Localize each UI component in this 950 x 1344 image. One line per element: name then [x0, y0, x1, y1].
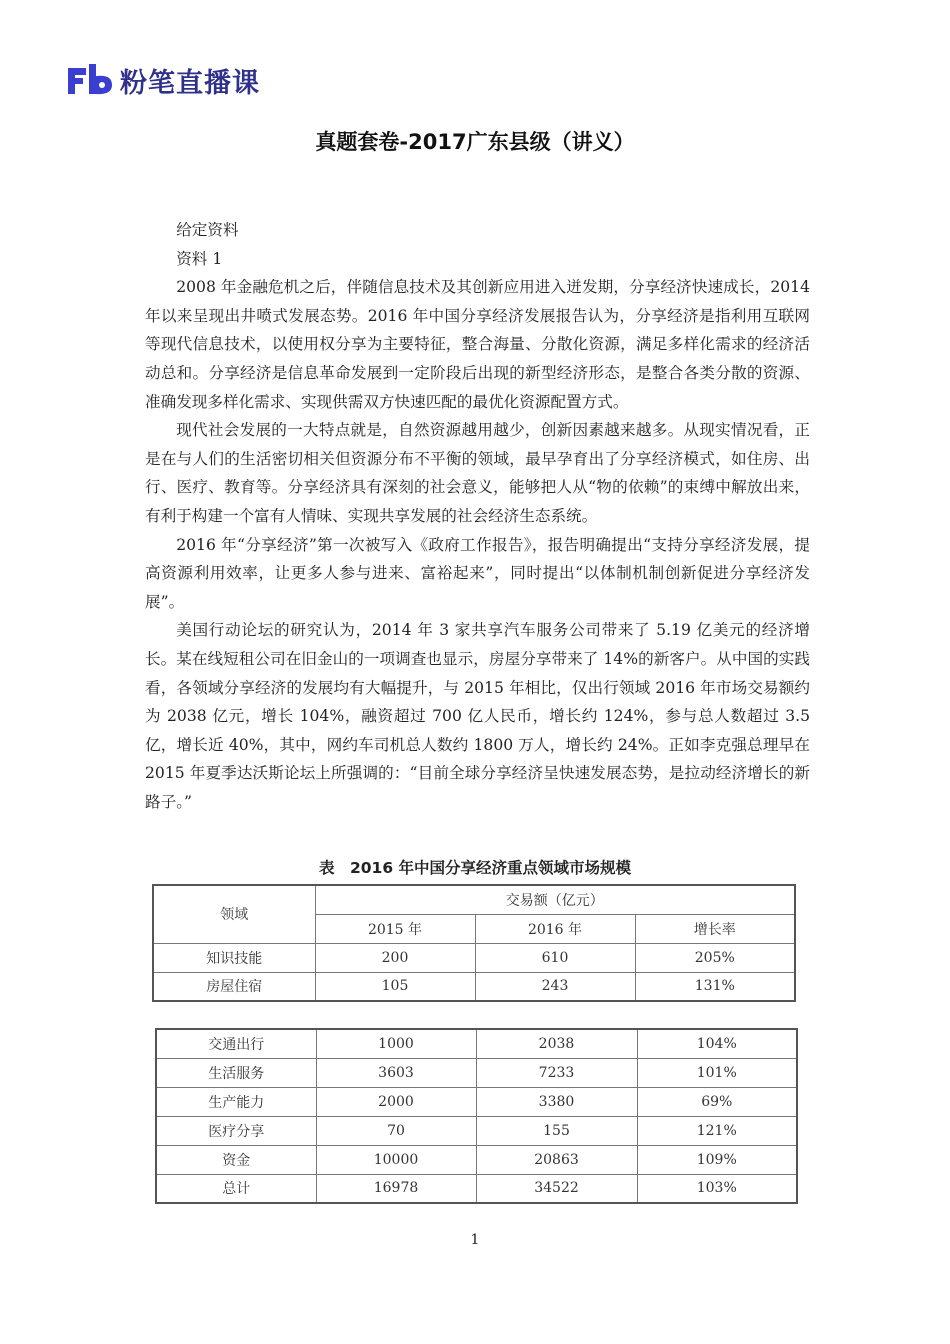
logo-text: 粉笔直播课	[120, 67, 260, 99]
header-field: 领域	[153, 885, 315, 943]
cell: 101%	[637, 1058, 797, 1087]
cell: 3603	[316, 1058, 476, 1087]
cell: 3380	[476, 1087, 637, 1116]
paragraph: 美国行动论坛的研究认为，2014 年 3 家共享汽车服务公司带来了 5.19 亿美元的经济增长。某在线短租公司在旧金山的一项调查也显示，房屋分享带来了 14%的新客户。从中国的实践看，各领域分享经济的发展均有大幅提升，与 2015 年相比，仅出行领域 2016 年市场交易额约为 2038 亿元，增长 104%，融资超过 700 亿人民币，增长约 124%，参与总人数超过 3.5 亿，增长近 40%，其中，网约车司机总人数约 1800 万人，增长约 24%。正如李克强总理早在 2015 年夏季达沃斯论坛上所强调的：“目前全球分享经济呈快速发展态势，是拉动经济增长的新路子。”	[145, 621, 810, 811]
cell: 104%	[637, 1029, 797, 1058]
cell: 70	[316, 1116, 476, 1145]
section-heading: 给定资料	[176, 221, 239, 239]
header-group: 交易额（亿元）	[315, 885, 795, 914]
page-number: 1	[470, 1232, 480, 1248]
cell: 1000	[316, 1029, 476, 1058]
cell: 10000	[316, 1145, 476, 1174]
cell: 200	[315, 943, 475, 972]
header-col: 2016 年	[475, 914, 635, 943]
paragraph: 2008 年金融危机之后，伴随信息技术及其创新应用进入迸发期，分享经济快速成长，2014 年以来呈现出井喷式发展态势。2016 年中国分享经济发展报告认为，分享经济是指利用互联网等现代信息技术，以使用权分享为主要特征，整合海量、分散化资源，满足多样化需求的经济活动总和。分享经济是信息革命发展到一定阶段后出现的新型经济形态，是整合各类分散的资源、准确发现多样化需求、实现供需双方快速匹配的最优化资源配置方式。	[145, 278, 810, 411]
header-col: 增长率	[635, 914, 795, 943]
table-row	[156, 1087, 797, 1116]
market-table-bottom	[155, 1028, 798, 1204]
table-row	[156, 1058, 797, 1087]
cell: 7233	[476, 1058, 637, 1087]
cell: 131%	[635, 972, 795, 1001]
cell: 121%	[637, 1116, 797, 1145]
cell: 105	[315, 972, 475, 1001]
cell: 103%	[637, 1174, 797, 1203]
cell: 155	[476, 1116, 637, 1145]
cell: 房屋住宿	[153, 972, 315, 1001]
brand-logo	[66, 60, 260, 100]
cell: 资金	[156, 1145, 316, 1174]
cell: 知识技能	[153, 943, 315, 972]
header-col: 2015 年	[315, 914, 475, 943]
cell: 20863	[476, 1145, 637, 1174]
table-row	[153, 943, 795, 972]
cell: 交通出行	[156, 1029, 316, 1058]
cell: 243	[475, 972, 635, 1001]
cell: 总计	[156, 1174, 316, 1203]
fb-logo-icon	[66, 60, 116, 100]
cell: 610	[475, 943, 635, 972]
table-row	[156, 1029, 797, 1058]
page-title: 真题套卷-2017广东县级（讲义）	[315, 130, 635, 154]
paragraph: 现代社会发展的一大特点就是，自然资源越用越少，创新因素越来越多。从现实情况看，正是在与人们的生活密切相关但资源分布不平衡的领域，最早孕育出了分享经济模式，如住房、出行、医疗、教育等。分享经济具有深刻的社会意义，能够把人从“物的依赖”的束缚中解放出来，有利于构建一个富有人情味、实现共享发展的社会经济生态系统。	[145, 421, 810, 525]
market-table-top	[152, 884, 796, 1002]
table-caption: 表 2016 年中国分享经济重点领域市场规模	[318, 859, 632, 877]
cell: 205%	[635, 943, 795, 972]
table-row	[153, 972, 795, 1001]
cell: 34522	[476, 1174, 637, 1203]
cell: 2000	[316, 1087, 476, 1116]
table-row	[156, 1145, 797, 1174]
table-row	[156, 1174, 797, 1203]
cell: 16978	[316, 1174, 476, 1203]
cell: 生活服务	[156, 1058, 316, 1087]
material-label: 资料 1	[176, 249, 223, 268]
document-body	[145, 216, 810, 816]
cell: 2038	[476, 1029, 637, 1058]
paragraph: 2016 年“分享经济”第一次被写入《政府工作报告》，报告明确提出“支持分享经济发展，提高资源利用效率，让更多人参与进来、富裕起来”，同时提出“以体制机制创新促进分享经济发展”。	[145, 535, 810, 611]
table-row	[156, 1116, 797, 1145]
cell: 109%	[637, 1145, 797, 1174]
cell: 生产能力	[156, 1087, 316, 1116]
cell: 医疗分享	[156, 1116, 316, 1145]
cell: 69%	[637, 1087, 797, 1116]
